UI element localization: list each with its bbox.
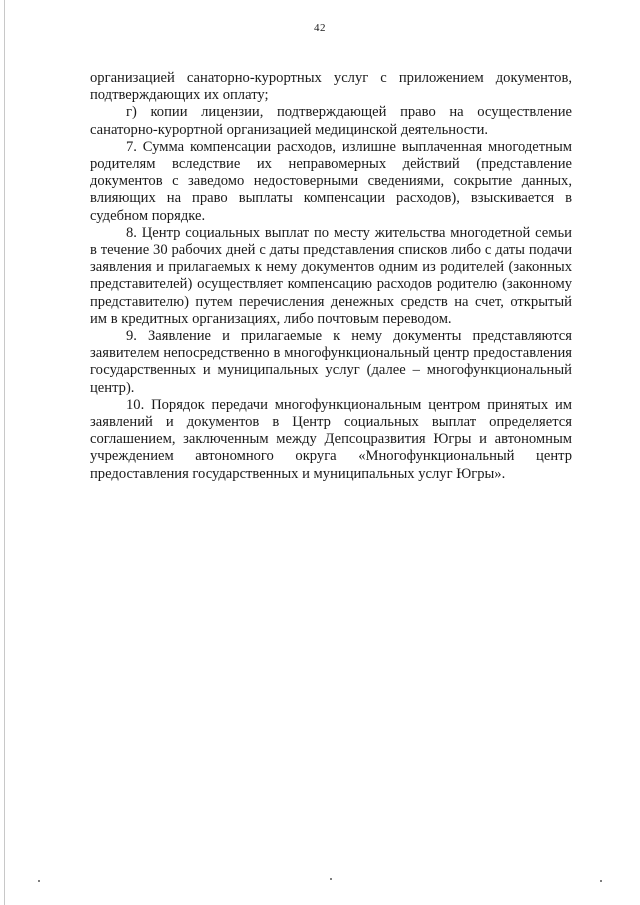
paragraph-8: 8. Центр социальных выплат по месту жительства многодетной семьи в течение 30 рабочих дней с даты представления списков либо с даты подачи заявления и прилагаемых к нему документов одним из родителей (законных представителей) осуществляет компенсацию расходов родителю (законному представителю) путем перечисления денежных средств на счет, открытый им в кредитных организациях, либо почтовым переводом. bbox=[90, 224, 572, 327]
paragraph-7: 7. Сумма компенсации расходов, излишне выплаченная многодетным родителям вследствие их неправомерных действий (представление документов с заведомо недостоверными сведениями, сокрытие данных, влияющих на право выплаты компенсации расходов), взыскивается в судебном порядке. bbox=[90, 138, 572, 224]
paragraph-item-g: г) копии лицензии, подтверждающей право на осуществление санаторно-курортной организацией медицинской деятельности. bbox=[90, 104, 572, 138]
paragraph-10: 10. Порядок передачи многофункциональным центром принятых им заявлений и документов в Центр социальных выплат определяется соглашением, заключенным между Депсоцразвития Югры и автономным учреждением автономного округа «Многофункциональный центр предоставления государственных и муниципальных услуг Югры». bbox=[90, 396, 572, 482]
scan-speck bbox=[38, 880, 40, 882]
scan-speck bbox=[330, 878, 332, 880]
scan-edge bbox=[4, 0, 5, 905]
scan-speck bbox=[600, 880, 602, 882]
paragraph-9: 9. Заявление и прилагаемые к нему документы представляются заявителем непосредственно в многофункциональный центр предоставления государственных и муниципальных услуг (далее – многофункциональный центр). bbox=[90, 328, 572, 396]
document-body bbox=[90, 70, 572, 483]
page-number: 42 bbox=[314, 22, 326, 34]
paragraph-continuation: организацией санаторно-курортных услуг с приложением документов, подтверждающих их оплату; bbox=[90, 70, 572, 104]
